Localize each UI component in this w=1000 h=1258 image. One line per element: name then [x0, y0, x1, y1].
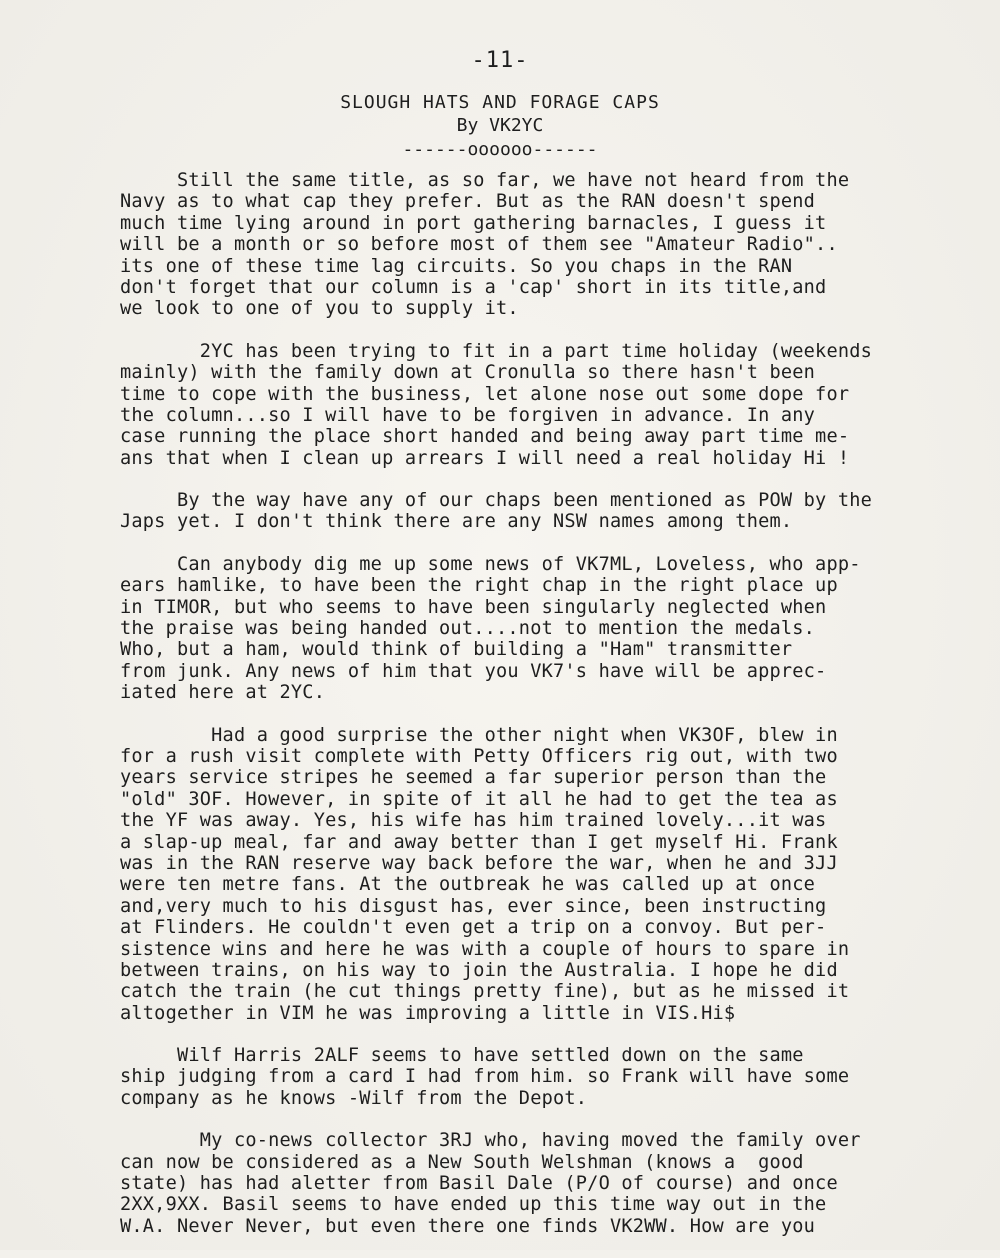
text-line: at Flinders. He couldn't even get a trip on a convoy. But per-	[120, 917, 827, 939]
text-line: was in the RAN reserve way back before the war, when he and 3JJ	[120, 852, 838, 874]
byline: By VK2YC	[456, 115, 544, 136]
text-line: between trains, on his way to join the Australia. I hope he did	[120, 959, 838, 981]
text-line: we look to one of you to supply it.	[120, 298, 519, 320]
text-line: don't forget that our column is a 'cap' short in its title,and	[120, 276, 827, 298]
text-line: My co-news collector 3RJ who, having moved the family over	[120, 1130, 861, 1152]
text-line: much time lying around in port gathering barnacles, I guess it	[120, 212, 827, 234]
text-line: Wilf Harris 2ALF seems to have settled down on the same	[120, 1045, 804, 1067]
text-line: W.A. Never Never, but even there one finds VK2WW. How are you	[120, 1215, 816, 1237]
text-line: By the way have any of our chaps been mentioned as POW by the	[120, 490, 873, 512]
paragraph	[120, 554, 950, 704]
text-line: Japs yet. I don't think there are any NSW names among them.	[120, 511, 793, 533]
text-line: will be a month or so before most of them see "Amateur Radio"..	[120, 234, 838, 256]
text-line: ans that when I clean up arrears I will need a real holiday Hi !	[120, 447, 850, 469]
paragraph	[120, 725, 950, 1024]
text-line: ship judging from a card I had from him. so Frank will have some	[120, 1066, 850, 1088]
page-title: SLOUGH HATS AND FORAGE CAPS	[340, 92, 660, 113]
text-line: mainly) with the family down at Cronulla so there hasn't been	[120, 362, 816, 384]
paragraph	[120, 1130, 950, 1237]
text-line: company as he knows -Wilf from the Depot.	[120, 1087, 588, 1109]
text-line: Had a good surprise the other night when VK3OF, blew in	[120, 724, 838, 746]
text-line: can now be considered as a New South Welshman (knows a good	[120, 1151, 804, 1173]
paragraph	[120, 170, 950, 320]
text-line: the column...so I will have to be forgiven in advance. In any	[120, 404, 816, 426]
text-line: for a rush visit complete with Petty Officers rig out, with two	[120, 745, 838, 767]
article-body	[120, 170, 950, 1258]
paragraph	[120, 490, 950, 533]
text-line: 2XX,9XX. Basil seems to have ended up this time way out in the	[120, 1194, 827, 1216]
text-line: the YF was away. Yes, his wife has him trained lovely...it was	[120, 810, 827, 832]
text-line: "old" 3OF. However, in spite of it all he had to get the tea as	[120, 788, 838, 810]
text-line: iated here at 2YC.	[120, 682, 326, 704]
text-line: state) has had aletter from Basil Dale (P/O of course) and once	[120, 1173, 838, 1195]
text-line: 2YC has been trying to fit in a part time holiday (weekends	[120, 340, 873, 362]
page-number: -11-	[471, 48, 529, 73]
text-line: in TIMOR, but who seems to have been singularly neglected when	[120, 596, 827, 618]
text-line: altogether in VIM he was improving a little in VIS.Hi$	[120, 1002, 736, 1024]
text-line: catch the train (he cut things pretty fine), but as he missed it	[120, 981, 850, 1003]
divider-line: ------oooooo------	[402, 139, 598, 160]
text-line: Can anybody dig me up some news of VK7ML, Loveless, who app-	[120, 553, 861, 575]
text-line: Navy as to what cap they prefer. But as the RAN doesn't spend	[120, 191, 816, 213]
text-line: years service stripes he seemed a far superior person than the	[120, 767, 827, 789]
text-line: were ten metre fans. At the outbreak he was called up at once	[120, 874, 816, 896]
paragraph	[120, 341, 950, 469]
text-line: Still the same title, as so far, we have not heard from the	[120, 170, 850, 191]
text-line: and,very much to his disgust has, ever since, been instructing	[120, 895, 827, 917]
text-line: ears hamlike, to have been the right chap in the right place up	[120, 575, 838, 597]
text-line: case running the place short handed and being away part time me-	[120, 426, 850, 448]
text-line: from junk. Any news of him that you VK7's have will be apprec-	[120, 660, 827, 682]
paragraph	[120, 1045, 950, 1109]
text-line: its one of these time lag circuits. So you chaps in the RAN	[120, 255, 793, 277]
text-line: Who, but a ham, would think of building a "Ham" transmitter	[120, 639, 793, 661]
text-line: time to cope with the business, let alone nose out some dope for	[120, 383, 850, 405]
text-line: sistence wins and here he was with a couple of hours to spare in	[120, 938, 850, 960]
text-line: a slap-up meal, far and away better than I get myself Hi. Frank	[120, 831, 838, 853]
text-line: the praise was being handed out....not to mention the medals.	[120, 618, 816, 640]
